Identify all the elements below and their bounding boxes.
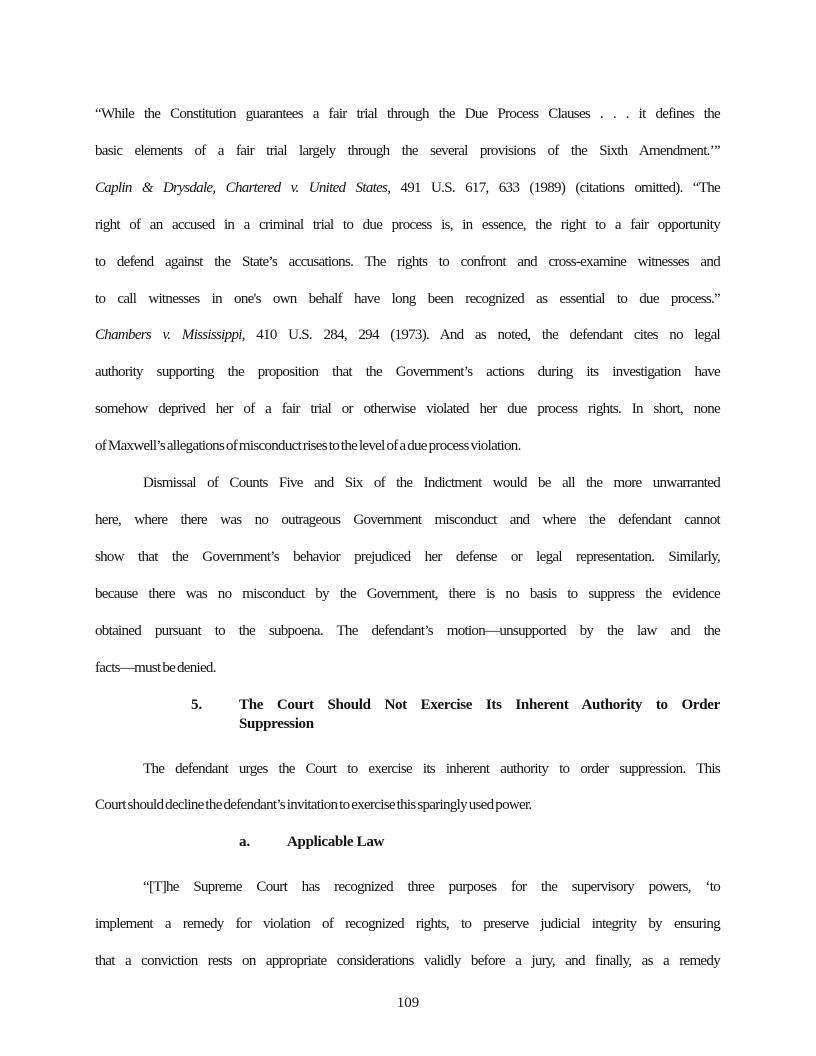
text-segment: , 491 U.S. 617, 633 (1989) (citations omitted). “The <box>387 179 720 196</box>
text-segment: basic elements of a fair trial largely through the several provisions of the Sixth Amendment.’” <box>95 142 720 159</box>
text-segment: of Maxwell’s allegations of misconduct rises to the level of a due process violation. <box>95 438 521 455</box>
text-segment: to call witnesses in one's own behalf have long been recognized as essential to due process.” <box>95 290 720 307</box>
text-segment: “While the Constitution guarantees a fair trial through the Due Process Clauses . . . it defines the <box>95 106 720 122</box>
text-segment: implement a remedy for violation of recognized rights, to preserve judicial integrity by ensuring <box>95 916 720 933</box>
text-segment: here, where there was no outrageous Government misconduct and where the defendant cannot <box>95 511 720 528</box>
text-line <box>95 391 720 428</box>
text-line <box>95 244 720 281</box>
heading-text <box>287 833 720 852</box>
heading-line: Suppression <box>239 715 314 732</box>
text-line <box>95 906 720 943</box>
heading-line: Applicable Law <box>287 834 385 851</box>
section-heading <box>191 696 720 734</box>
text-line <box>95 354 720 391</box>
text-line <box>95 787 720 824</box>
text-line <box>95 281 720 318</box>
text-segment: right of an accused in a criminal trial to due process is, in essence, the right to a fair opportunity <box>95 216 720 233</box>
heading-number: a. <box>239 834 251 851</box>
text-segment: facts—must be denied. <box>95 659 216 676</box>
text-line <box>95 96 720 133</box>
text-line <box>95 751 720 788</box>
text-segment: that a conviction rests on appropriate considerations validly before a jury, and finally, as a remedy <box>95 953 720 970</box>
text-segment: because there was no misconduct by the Government, there is no basis to suppress the evidence <box>95 585 720 602</box>
text-line <box>95 465 720 502</box>
section-heading <box>239 833 720 852</box>
text-segment: obtained pursuant to the subpoena. The defendant’s motion—unsupported by the law and the <box>95 622 720 639</box>
text-segment: The defendant urges the Court to exercise its inherent authority to order suppression. This <box>143 760 720 777</box>
text-line <box>95 170 720 207</box>
text-line <box>95 317 720 354</box>
text-line <box>95 613 720 650</box>
text-line <box>95 428 720 465</box>
page-number: 109 <box>396 995 420 1011</box>
text-line <box>95 650 720 687</box>
text-segment: authority supporting the proposition that the Government’s actions during its investigation have <box>95 364 720 381</box>
text-line <box>95 539 720 576</box>
text-segment: , 410 U.S. 284, 294 (1973). And as noted, the defendant cites no legal <box>241 327 720 344</box>
heading-line: The Court Should Not Exercise Its Inherent Authority to Order <box>239 696 720 713</box>
text-line <box>95 207 720 244</box>
text-line <box>95 502 720 539</box>
document-body <box>95 96 720 980</box>
case-citation: Chambers v. Mississippi <box>95 327 242 344</box>
text-line <box>95 869 720 906</box>
text-segment: show that the Government’s behavior prejudiced her defense or legal representation. Similarly, <box>95 548 720 565</box>
text-line <box>95 943 720 980</box>
text-line <box>95 576 720 613</box>
heading-number: 5. <box>191 696 203 713</box>
text-segment: Court should decline the defendant’s invitation to exercise this sparingly used power. <box>95 797 532 814</box>
text-segment: to defend against the State’s accusations. The rights to confront and cross-examine witnesses and <box>95 253 720 270</box>
text-line <box>95 133 720 170</box>
heading-text <box>239 696 720 734</box>
text-segment: “[T]he Supreme Court has recognized three purposes for the supervisory powers, ‘to <box>143 879 720 896</box>
case-citation: Caplin & Drysdale, Chartered v. United States <box>95 179 388 196</box>
text-segment: Dismissal of Counts Five and Six of the Indictment would be all the more unwarranted <box>143 475 720 492</box>
text-segment: somehow deprived her of a fair trial or otherwise violated her due process rights. In short, none <box>95 401 720 418</box>
